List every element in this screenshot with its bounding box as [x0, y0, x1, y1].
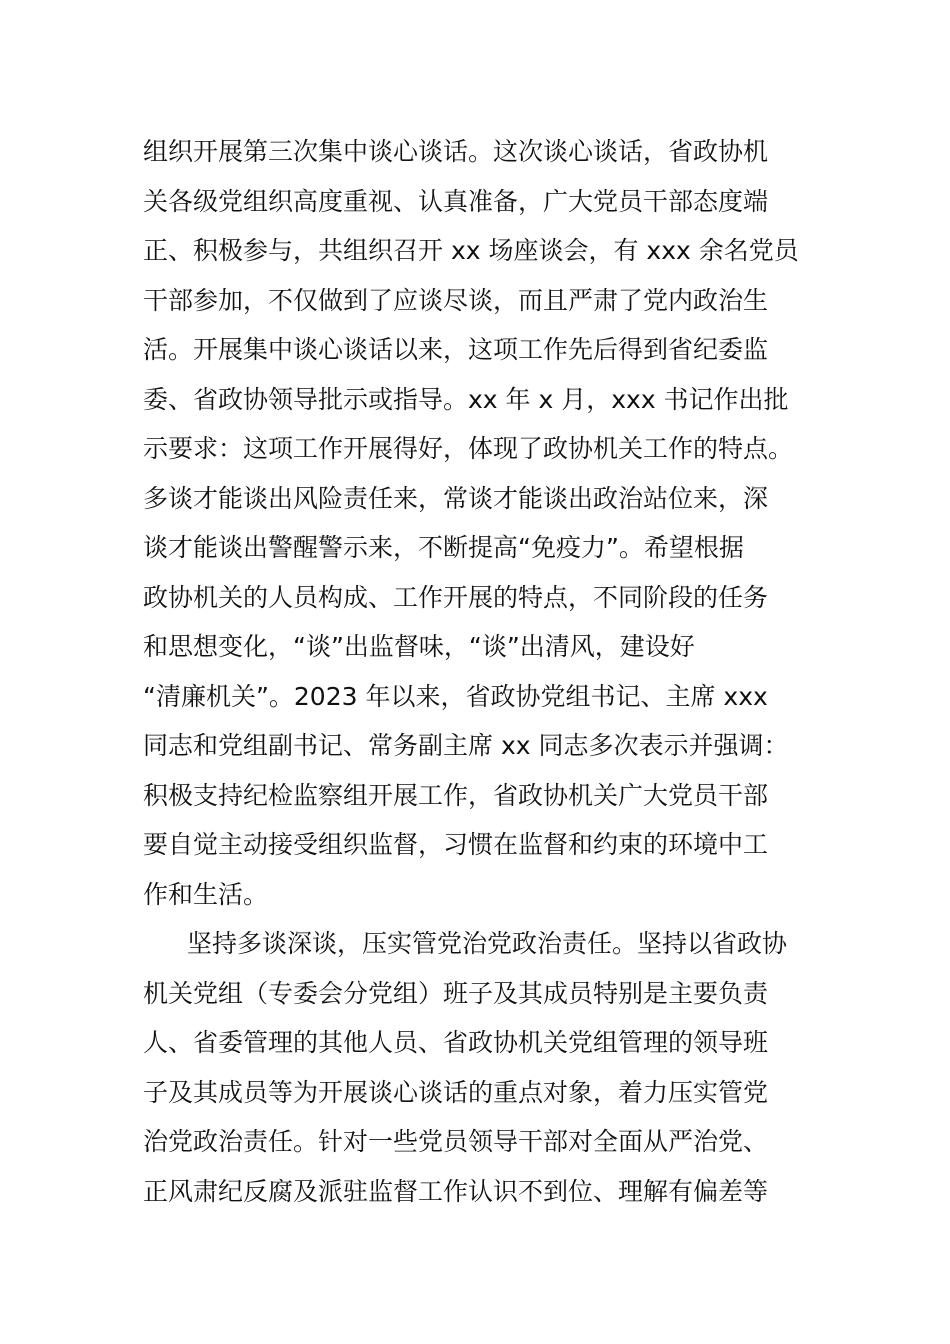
text-line: 多谈才能谈出风险责任来，常谈才能谈出政治站位来，深: [143, 483, 769, 513]
text-line: 政协机关的人员构成、工作开展的特点，不同阶段的任务: [143, 582, 769, 612]
paragraph-first-line: 坚持多谈深谈，压实管党治党政治责任。坚持以省政协: [187, 929, 788, 958]
body-text: [143, 127, 823, 1216]
text-line: 人、省委管理的其他人员、省政协机关党组管理的领导班: [143, 1028, 769, 1057]
text-line: 委、省政协领导批示或指导。xx 年 x 月，xxx 书记作出批: [143, 384, 789, 414]
text-line: 正、积极参与，共组织召开 xx 场座谈会，有 xxx 余名党员: [143, 236, 799, 265]
text-line: “清廉机关”。2023 年以来，省政协党组书记、主席 xxx: [143, 681, 768, 711]
text-line: 示要求：这项工作开展得好，体现了政协机关工作的特点。: [143, 434, 794, 463]
text-line: 治党政治责任。针对一些党员领导干部对全面从严治党、: [143, 1127, 769, 1156]
text-line: 机关党组（专委会分党组）班子及其成员特别是主要负责: [143, 978, 769, 1008]
text-line: 关各级党组织高度重视、认真准备，广大党员干部态度端: [143, 186, 769, 216]
text-line: 谈才能谈出警醒警示来，不断提高“免疫力”。希望根据: [143, 533, 744, 562]
text-line: 子及其成员等为开展谈心谈话的重点对象，着力压实管党: [143, 1077, 769, 1107]
text-line: 要自觉主动接受组织监督，习惯在监督和约束的环境中工: [143, 830, 769, 859]
text-line: 作和生活。: [143, 879, 269, 909]
text-line: 积极支持纪检监察组开展工作，省政协机关广大党员干部: [143, 780, 769, 810]
text-line: 组织开展第三次集中谈心谈话。这次谈心谈话，省政协机: [143, 137, 769, 166]
text-line: 活。开展集中谈心谈话以来，这项工作先后得到省纪委监: [143, 335, 769, 364]
text-line: 同志和党组副书记、常务副主席 xx 同志多次表示并强调：: [143, 731, 789, 760]
text-line: 正风肃纪反腐及派驻监督工作认识不到位、理解有偏差等: [143, 1176, 769, 1206]
text-line: 干部参加，不仅做到了应谈尽谈，而且严肃了党内政治生: [143, 285, 769, 315]
text-line: 和思想变化，“谈”出监督味，“谈”出清风，建设好: [143, 632, 695, 661]
